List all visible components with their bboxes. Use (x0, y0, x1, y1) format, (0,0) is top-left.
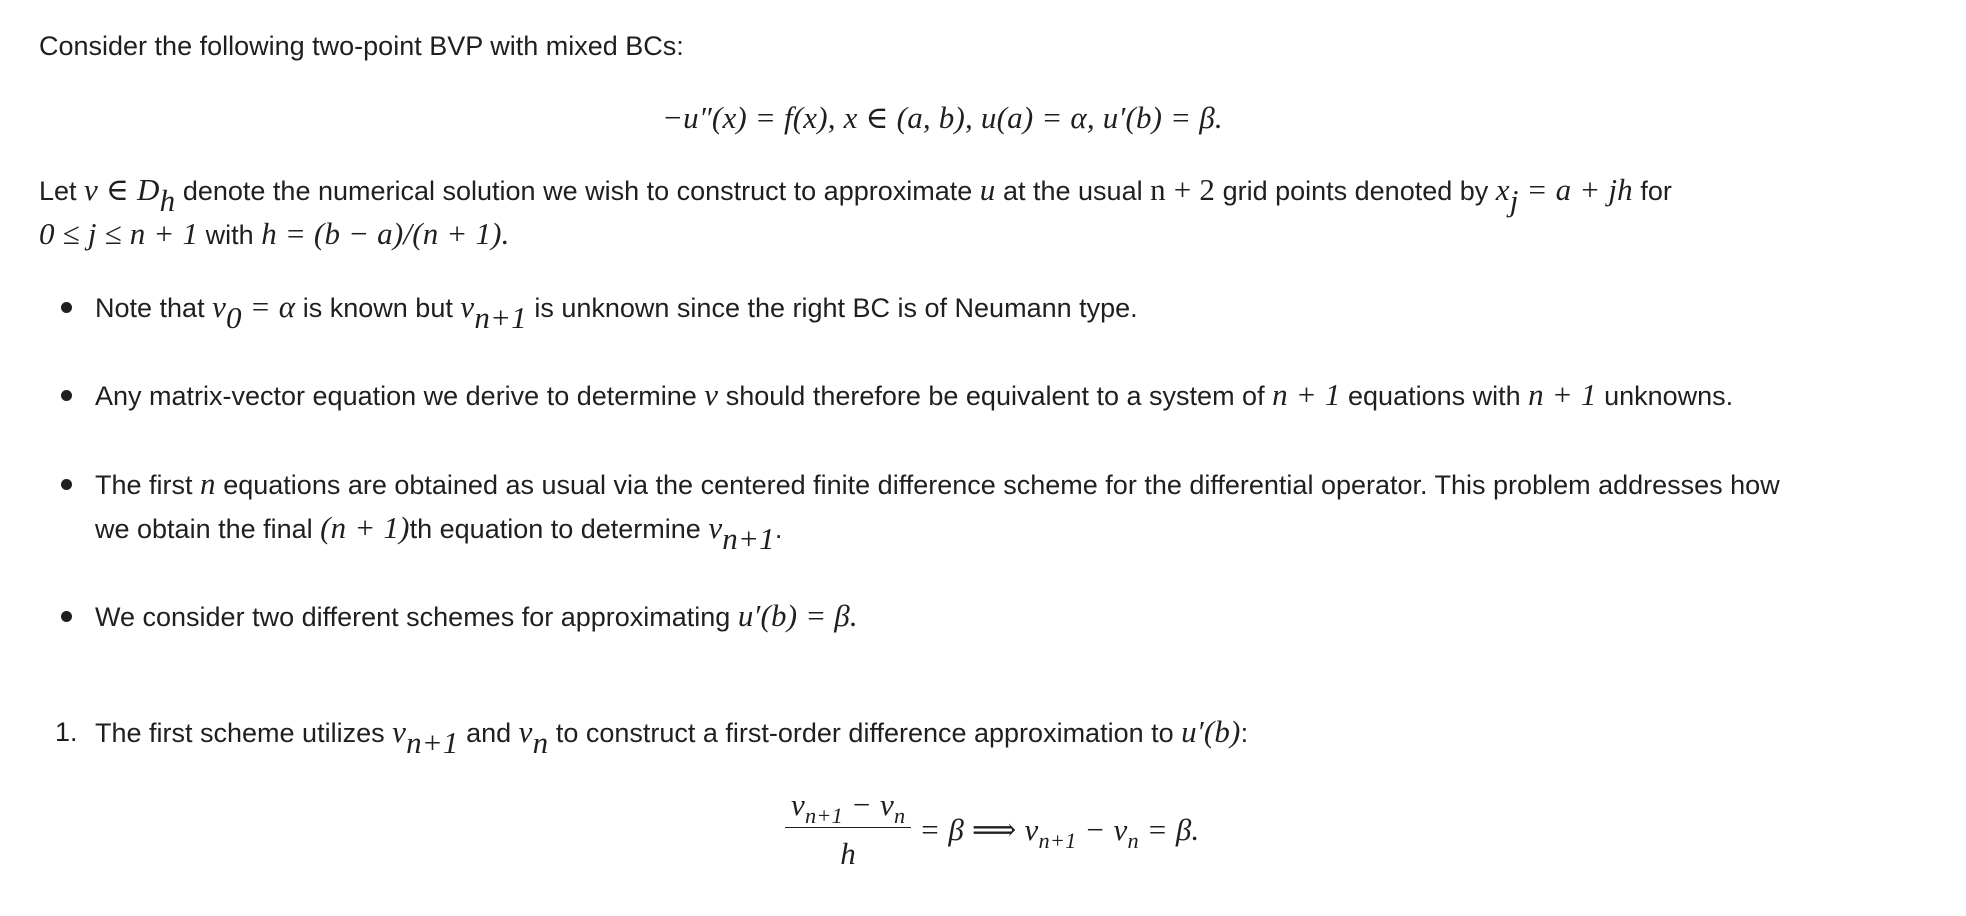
scheme-fraction (785, 785, 911, 874)
bullet-dot (61, 302, 72, 313)
fraction-denominator: h (840, 836, 856, 871)
bullet-dot (61, 479, 72, 490)
intro-text: Consider the following two-point BVP with mixed BCs: (39, 31, 684, 61)
bvp-equation: −u″(x) = f(x), x ∈ (a, b), u(a) = α, u′(b) = β. (662, 100, 1223, 135)
bullet-3-line-2: we obtain the final (n + 1)th equation to determine $v_{n+1}$. (95, 510, 783, 556)
bullet-2: Any matrix-vector equation we derive to determine v should therefore be equivalent to a system of n + 1 equations with n + 1 unknowns. (95, 377, 1734, 412)
bullet-dot (61, 390, 72, 401)
bullet-4: We consider two different schemes for approximating u′(b) = β. (95, 598, 858, 633)
fraction-bar (785, 827, 911, 828)
paragraph-line-2: 0 ≤ j ≤ n + 1 with h = (b − a)/(n + 1). (39, 216, 510, 251)
scheme-rhs: = β ⟹ $v_{n+1} - v_n = \beta$. (919, 811, 1200, 853)
fraction-numerator: $v_{n+1} - v_n$ (791, 787, 906, 828)
paragraph-line-1: Let v ∈ $D_h$ denote the numerical solution we wish to construct to approximate u at the usual n + 2 grid points denoted by $x_j = a$ + jh for (39, 172, 1672, 218)
bullet-1: Note that $v_0 = \alpha$ is known but $v_{n+1}$ is unknown since the right BC is of Neumann type. (95, 289, 1138, 335)
item-1-text: The first scheme utilizes $v_{n+1}$ and $v_n$ to construct a first-order difference approximation to u′(b): (95, 714, 1249, 760)
scheme-equation (785, 785, 1199, 874)
item-number: 1. (55, 717, 78, 747)
bullet-3-line-1: The first n equations are obtained as usual via the centered finite difference scheme for the differential operator. This problem addresses how (95, 466, 1780, 501)
bullet-dot (61, 611, 72, 622)
